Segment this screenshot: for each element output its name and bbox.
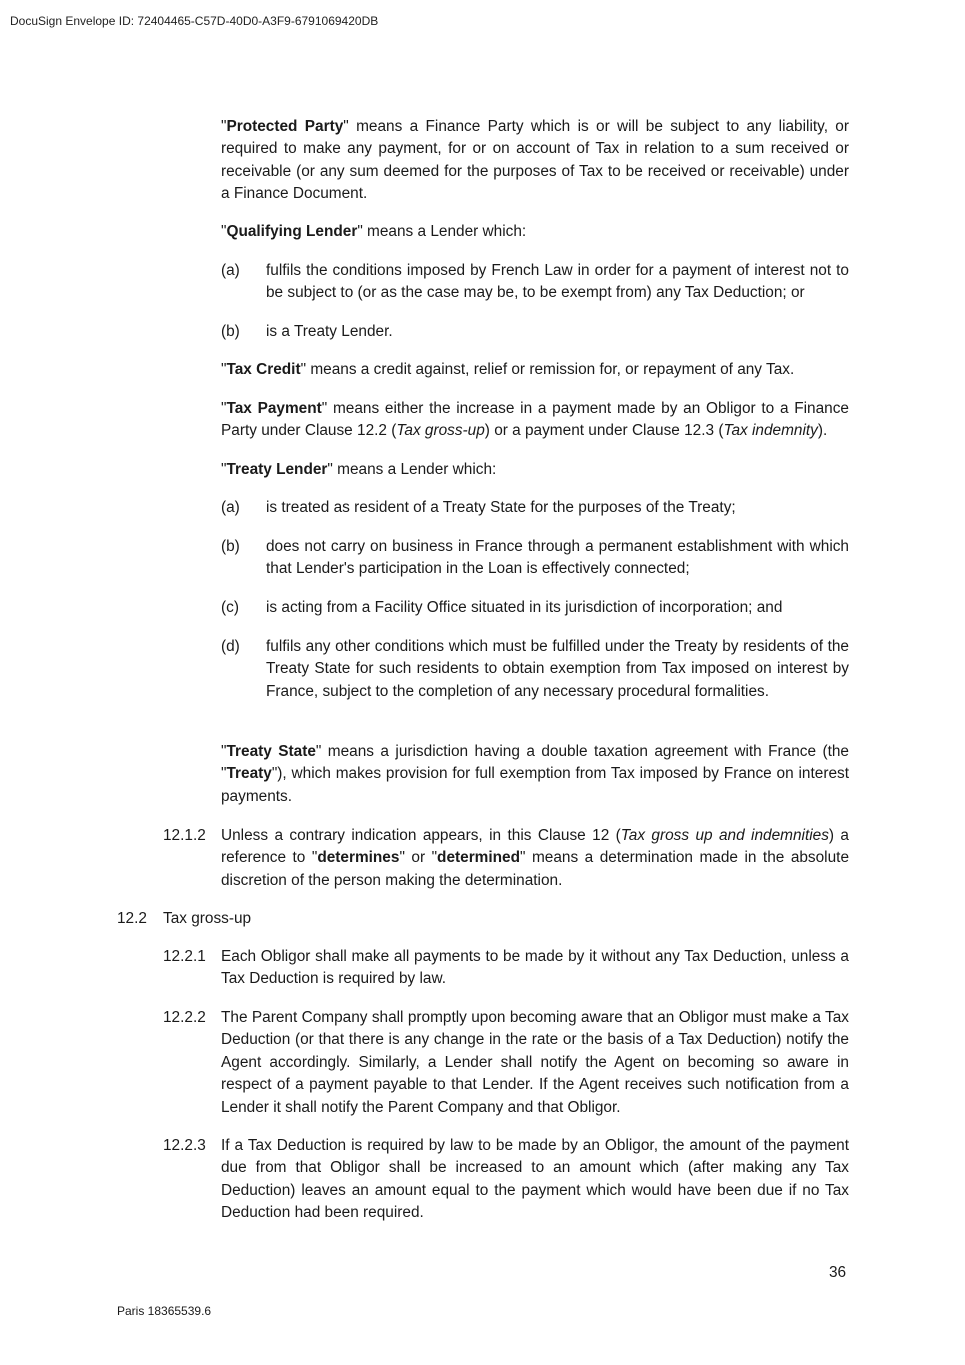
page-number: 36 [829,1264,847,1281]
list-item: is acting from a Facility Office situated in its jurisdiction of incorporation; and [266,599,783,616]
docusign-envelope-id: DocuSign Envelope ID: 72404465-C57D-40D0-A3F9-6791069420DB [10,14,379,28]
list-item-label: (a) [221,499,240,516]
list-item: is treated as resident of a Treaty State for the purposes of the Treaty; [266,499,736,516]
clause-reference: Tax gross up and indemnities [620,827,829,844]
clause-text: The Parent Company shall promptly upon becoming aware that an Obligor must make a Tax Deduction (or that there is any change in the rate or the basis of a Tax Deduction) notify the Agent accordingly. Similarly, a Lender shall notify the Agent on becoming so aware in respect of a payment payable to that Lender. If the Agent receives such notification from a Lender it shall notify the Parent Company and that Obligor. [221,1009,849,1116]
definition-protected-party: "Protected Party" means a Finance Party which is or will be subject to any liability, or required to make any payment, for or on account of Tax in relation to a sum received or receivable (or any sum deemed for the purposes of Tax to be received or receivable) under a Finance Document. [221,118,849,203]
clause-12-1-2-text: Unless a contrary indication appears, in this Clause 12 (Tax gross up and indemnities) a reference to "determines" or "determined" means a determination made in the absolute discretion of the person making the determination. [221,827,850,889]
defined-term: Treaty Lender [226,461,328,478]
list-item-label: (a) [221,262,240,279]
clause-number: 12.2.1 [163,948,206,965]
defined-term: Tax Credit [226,361,301,378]
clause-number: 12.1.2 [163,827,206,844]
defined-term: Treaty [226,765,272,783]
definition-treaty-state: "Treaty State" means a jurisdiction having a double taxation agreement with France (the "Treaty"), which makes provision for full exemption from Tax imposed by France on interest payments. [221,743,849,805]
list-item-label: (b) [221,538,240,555]
defined-term: Qualifying Lender [226,223,358,240]
list-item: fulfils any other conditions which must be fulfilled under the Treaty by residents of the Treaty State for such residents to obtain exemption from Tax imposed on interest by France, subject to the completion of any necessary procedural formalities. [266,638,849,700]
clause-text: Each Obligor shall make all payments to be made by it without any Tax Deduction, unless a Tax Deduction is required by law. [221,948,849,988]
definition-treaty-lender: "Treaty Lender" means a Lender which: [221,461,497,478]
list-item-label: (c) [221,599,239,616]
clause-reference: Tax gross-up [396,422,485,440]
defined-term: Protected Party [226,118,344,135]
list-item: is a Treaty Lender. [266,323,393,340]
definition-tax-payment: "Tax Payment" means either the increase in a payment made by an Obligor to a Finance Party under Clause 12.2 (Tax gross-up) or a payment under Clause 12.3 (Tax indemnity). [221,400,849,440]
definition-tax-credit: "Tax Credit" means a credit against, relief or remission for, or repayment of any Tax. [221,361,795,378]
clause-heading: Tax gross-up [163,910,252,927]
list-item: does not carry on business in France through a permanent establishment with which that Lender's participation in the Loan is effectively connected; [266,538,849,578]
defined-term: Tax Payment [226,400,322,417]
clause-reference: Tax indemnity [723,422,818,440]
definition-qualifying-lender: "Qualifying Lender" means a Lender which: [221,223,527,240]
list-item-label: (b) [221,323,240,340]
defined-term: determined [437,849,521,867]
clause-number: 12.2.2 [163,1009,206,1026]
footer-document-reference: Paris 18365539.6 [117,1304,212,1318]
clause-number: 12.2 [117,910,147,927]
list-item-label: (d) [221,638,240,655]
defined-term: Treaty State [226,743,316,760]
clause-number: 12.2.3 [163,1137,206,1154]
clause-text: If a Tax Deduction is required by law to be made by an Obligor, the amount of the payment due from that Obligor shall be increased to an amount which (after making any Tax Deduction) leaves an amount equal to the payment which would have been due if no Tax Deduction had been required. [221,1137,849,1222]
list-item: fulfils the conditions imposed by French Law in order for a payment of interest not to be subject to (or as the case may be, to be exempt from) any Tax Deduction; or [266,262,849,302]
defined-term: determines [317,849,400,867]
